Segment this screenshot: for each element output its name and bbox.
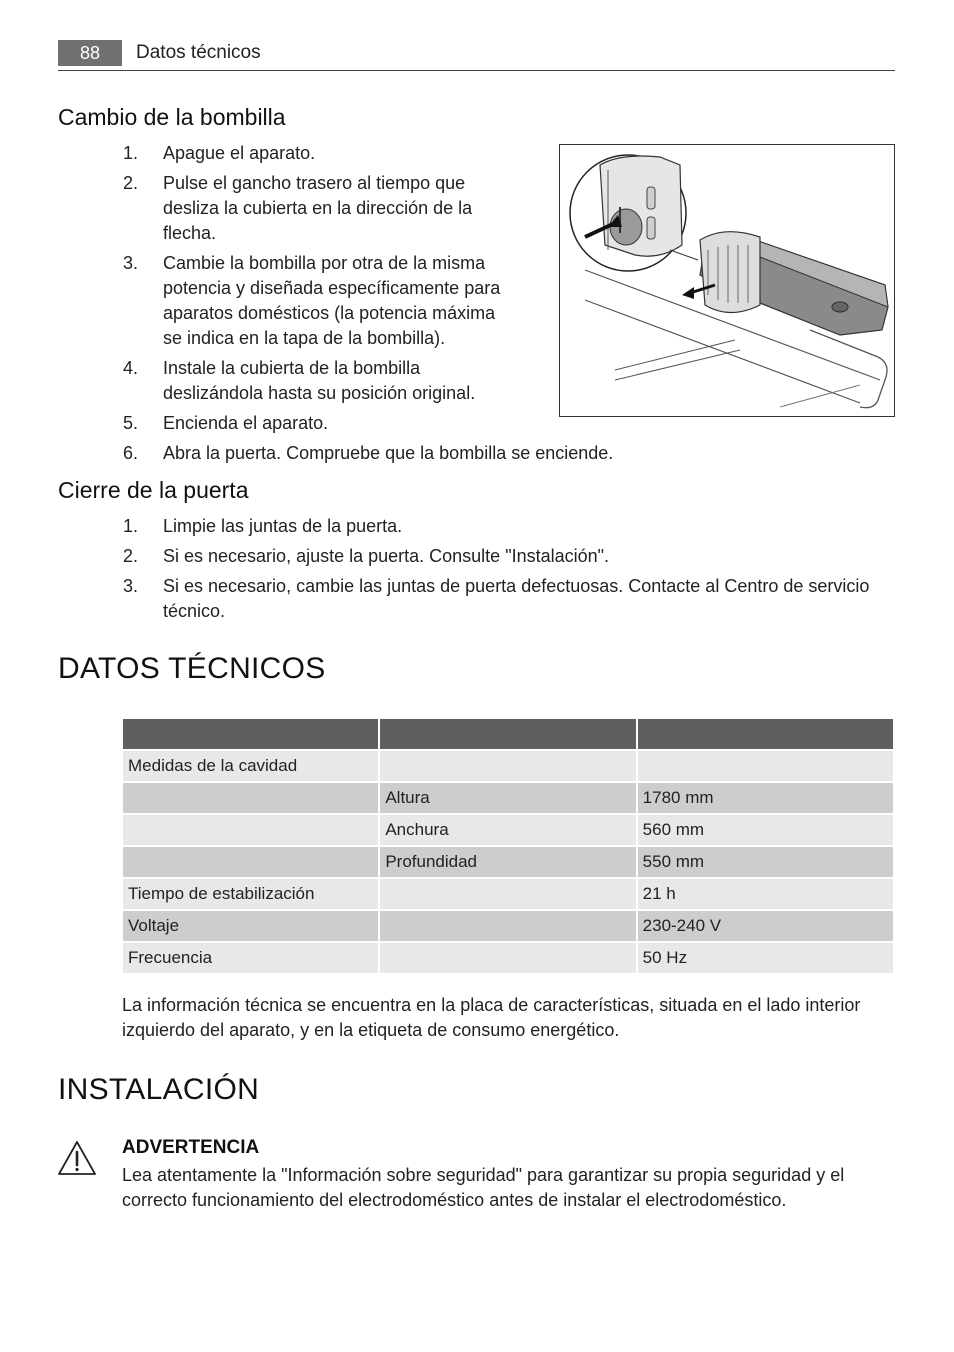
list-item: 2. Pulse el gancho trasero al tiempo que desliza la cubierta en la dirección de la flecha. xyxy=(123,173,473,243)
table-row: Voltaje 230-240 V xyxy=(123,911,893,941)
list-item: 3. Si es necesario, cambie las juntas de puerta defectuosas. Contacte al Centro de servicio técnico. xyxy=(123,576,870,621)
bulb-change-steps-b xyxy=(58,411,895,471)
page-header xyxy=(58,40,895,71)
bulb-cover-illustration xyxy=(559,144,895,417)
tech-data-table xyxy=(121,717,895,975)
installation-heading: INSTALACIÓN xyxy=(58,1073,260,1106)
list-item: 2. Si es necesario, ajuste la puerta. Consulte "Instalación". xyxy=(123,546,610,566)
list-item: 5. Encienda el aparato. xyxy=(123,413,329,433)
door-closing-heading: Cierre de la puerta xyxy=(58,477,249,503)
list-item: 6. Abra la puerta. Compruebe que la bombilla se enciende. xyxy=(123,443,614,463)
table-row: Tiempo de estabilización 21 h xyxy=(123,879,893,909)
list-item: 1. Limpie las juntas de la puerta. xyxy=(123,516,403,536)
table-header-row xyxy=(123,719,893,749)
list-item: 4. Instale la cubierta de la bombilla deslizándola hasta su posición original. xyxy=(123,358,476,403)
lamp-cover-drawing xyxy=(560,145,894,416)
table-row: Medidas de la cavidad xyxy=(123,751,893,781)
list-item: 1. Apague el aparato. xyxy=(123,143,316,163)
table-row: Frecuencia 50 Hz xyxy=(123,943,893,973)
door-closing-steps xyxy=(58,514,895,629)
running-section-title: Datos técnicos xyxy=(136,42,261,63)
bulb-change-steps-a xyxy=(58,141,510,411)
table-row: Altura 1780 mm xyxy=(123,783,893,813)
table-row: Anchura 560 mm xyxy=(123,815,893,845)
list-item: 3. Cambie la bombilla por otra de la misma potencia y diseñada específicamente para aparatos domésticos (la potencia máxima se indica en la tapa de la bombilla). xyxy=(123,253,501,348)
bulb-change-heading: Cambio de la bombilla xyxy=(58,104,286,130)
tech-data-note: La información técnica se encuentra en la placa de características, situada en el lado interior izquierdo del aparato, y en la etiqueta de consumo energético. xyxy=(122,995,861,1040)
warning-text: Lea atentamente la "Información sobre seguridad" para garantizar su propia seguridad y el correcto funcionamiento del electrodoméstico antes de instalar el electrodoméstico. xyxy=(122,1165,845,1210)
warning-triangle-icon xyxy=(57,1140,97,1176)
warning-title: ADVERTENCIA xyxy=(122,1137,260,1158)
page-number: 88 xyxy=(58,40,122,66)
tech-data-heading: DATOS TÉCNICOS xyxy=(58,652,326,685)
table-row: Profundidad 550 mm xyxy=(123,847,893,877)
